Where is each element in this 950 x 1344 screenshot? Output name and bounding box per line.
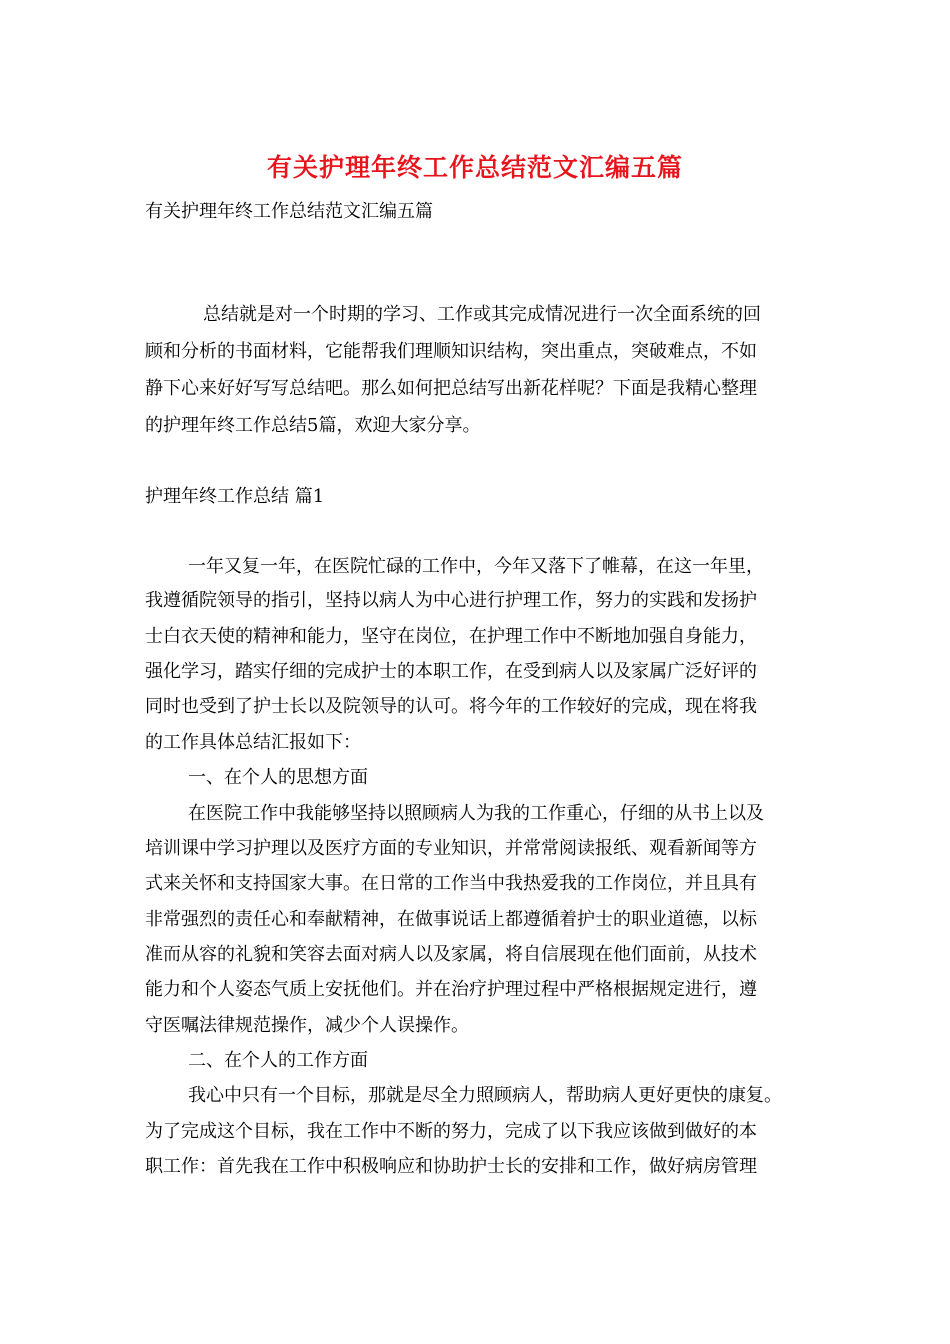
body-line: 培训课中学习护理以及医疗方面的专业知识，并常常阅读报纸、观看新闻等方: [145, 838, 757, 859]
document-subtitle: 有关护理年终工作总结范文汇编五篇: [145, 201, 433, 222]
body-line: 为了完成这个目标，我在工作中不断的努力，完成了以下我应该做到做好的本: [145, 1121, 757, 1142]
intro-line: 静下心来好好写写总结吧。那么如何把总结写出新花样呢？下面是我精心整理: [145, 378, 757, 399]
subsection-heading: 二、在个人的工作方面: [188, 1050, 368, 1071]
body-line: 式来关怀和支持国家大事。在日常的工作当中我热爱我的工作岗位，并且具有: [145, 873, 757, 894]
body-line: 职工作：首先我在工作中积极响应和协助护士长的安排和工作，做好病房管理: [145, 1156, 757, 1177]
body-line: 同时也受到了护士长以及院领导的认可。将今年的工作较好的完成，现在将我: [145, 696, 757, 717]
intro-line: 总结就是对一个时期的学习、工作或其完成情况进行一次全面系统的回: [203, 304, 761, 325]
intro-line: 顾和分析的书面材料，它能帮我们理顺知识结构，突出重点，突破难点，不如: [145, 341, 757, 362]
body-line: 我心中只有一个目标，那就是尽全力照顾病人，帮助病人更好更快的康复。: [188, 1085, 782, 1106]
body-line: 准而从容的礼貌和笑容去面对病人以及家属，将自信展现在他们面前，从技术: [145, 944, 757, 965]
body-line: 非常强烈的责任心和奉献精神，在做事说话上都遵循着护士的职业道德，以标: [145, 909, 757, 930]
intro-line: 的护理年终工作总结5篇，欢迎大家分享。: [145, 415, 481, 436]
document-title: 有关护理年终工作总结范文汇编五篇: [266, 153, 683, 182]
body-line: 强化学习，踏实仔细的完成护士的本职工作，在受到病人以及家属广泛好评的: [145, 661, 757, 682]
body-line: 我遵循院领导的指引，坚持以病人为中心进行护理工作，努力的实践和发扬护: [145, 590, 757, 611]
body-line: 士白衣天使的精神和能力，坚守在岗位，在护理工作中不断地加强自身能力，: [145, 626, 757, 647]
section-heading: 护理年终工作总结 篇1: [145, 486, 325, 507]
subsection-heading: 一、在个人的思想方面: [188, 767, 368, 788]
body-line: 一年又复一年，在医院忙碌的工作中，今年又落下了帷幕，在这一年里，: [188, 556, 764, 577]
body-line: 在医院工作中我能够坚持以照顾病人为我的工作重心，仔细的从书上以及: [188, 803, 764, 824]
body-line: 守医嘱法律规范操作，减少个人误操作。: [145, 1015, 469, 1036]
body-line: 的工作具体总结汇报如下：: [145, 732, 361, 753]
body-line: 能力和个人姿态气质上安抚他们。并在治疗护理过程中严格根据规定进行，遵: [145, 979, 757, 1000]
